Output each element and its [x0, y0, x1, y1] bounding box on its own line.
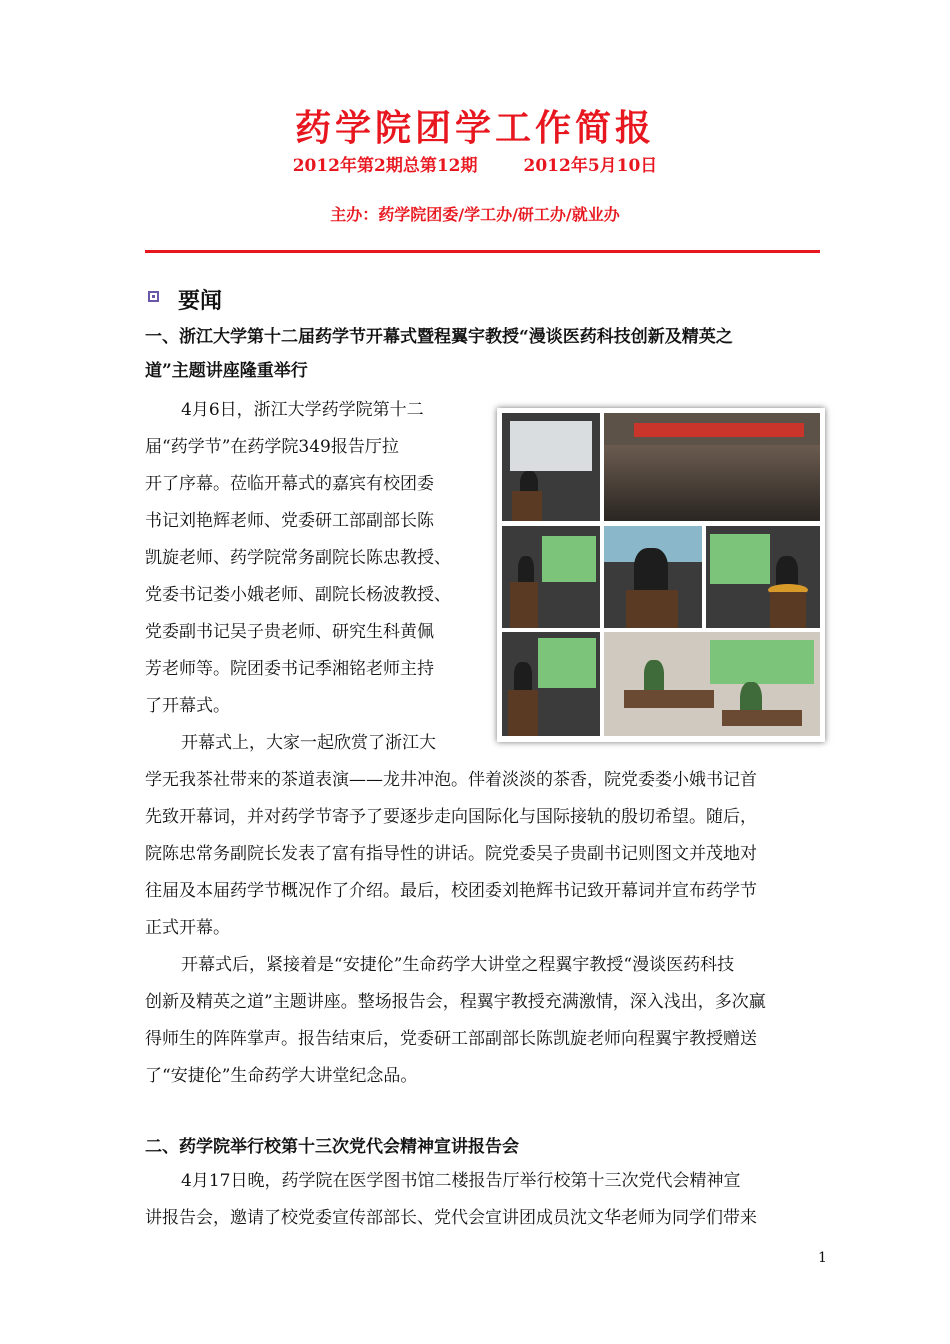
text-line: 开幕式后，紧接着是“安捷伦”生命药学大讲堂之程翼宇教授“漫谈医药科技: [181, 955, 735, 975]
event-photo-collage: [497, 408, 825, 742]
text-line: 先致开幕词，并对药学节寄予了要逐步走向国际化与国际接轨的殷切希望。随后，: [145, 807, 757, 827]
article1-heading-line: 一、浙江大学第十二届药学节开幕式暨程翼宇教授“漫谈医药科技创新及精英之: [145, 327, 733, 347]
text-line: 学无我茶社带来的茶道表演——龙井冲泡。伴着淡淡的茶香，院党委娄小娥书记首: [145, 770, 757, 790]
newsletter-title: 药学院团学工作简报: [294, 107, 655, 149]
photo-speaker-closeup: [604, 526, 702, 628]
photo-speaker-screen: [502, 526, 600, 628]
issue-line: [0, 151, 950, 176]
text-line: 届“药学节”在药学院349报告厅拉: [145, 437, 399, 457]
text-line: 4月6日，浙江大学药学院第十二: [181, 400, 424, 420]
issue-number: 2012年第2期总第12期: [292, 156, 478, 176]
section-title: 要闻: [178, 288, 223, 314]
text-line: 芳老师等。院团委书记季湘铭老师主持: [145, 659, 434, 679]
text-line: 讲报告会，邀请了校党委宣传部部长、党代会宣讲团成员沈文华老师为同学们带来: [145, 1208, 757, 1228]
article1-paragraph3: [145, 947, 828, 1095]
text-line: 党委书记娄小娥老师、副院长杨波教授、: [145, 585, 451, 605]
article2-heading: 二、药学院举行校第十三次党代会精神宣讲报告会: [145, 1137, 519, 1157]
text-line: 凯旋老师、药学院常务副院长陈忠教授、: [145, 548, 451, 568]
issue-date: 2012年5月10日: [523, 156, 658, 176]
text-line: 开幕式上，大家一起欣赏了浙江大: [181, 733, 436, 753]
photo-audience: [604, 413, 820, 521]
page-number: 1: [818, 1250, 827, 1266]
photo-tea-ceremony: [604, 632, 820, 736]
host-line: 主办：药学院团委/学工办/研工办/就业办: [330, 205, 620, 224]
text-line: 得师生的阵阵掌声。报告结束后，党委研工部副部长陈凯旋老师向程翼宇教授赠送: [145, 1029, 757, 1049]
text-line: 了开幕式。: [145, 696, 230, 716]
text-line: 4月17日晚，药学院在医学图书馆二楼报告厅举行校第十三次党代会精神宣: [181, 1171, 741, 1191]
photo-speaker-lectern: [502, 632, 600, 736]
text-line: 创新及精英之道”主题讲座。整场报告会，程翼宇教授充满激情，深入浅出，多次赢: [145, 992, 766, 1012]
article1-paragraph2: [145, 762, 828, 947]
article1-paragraph1: [145, 392, 480, 762]
text-line: 书记刘艳辉老师、党委研工部副部长陈: [145, 511, 434, 531]
text-line: 往届及本届药学节概况作了介绍。最后，校团委刘艳辉书记致开幕词并宣布药学节: [145, 881, 757, 901]
text-line: 了“安捷伦”生命药学大讲堂纪念品。: [145, 1066, 418, 1086]
text-line: 院陈忠常务副院长发表了富有指导性的讲话。院党委吴子贵副书记则图文并茂地对: [145, 844, 757, 864]
article1-heading-line: 道”主题讲座隆重举行: [145, 361, 308, 381]
section-bullet-icon: [148, 291, 159, 302]
photo-speaker-podium: [502, 413, 600, 521]
article2-paragraph1: [145, 1163, 828, 1237]
text-line: 党委副书记吴子贵老师、研究生科黄佩: [145, 622, 434, 642]
text-line: 开了序幕。莅临开幕式的嘉宾有校团委: [145, 474, 434, 494]
text-line: 正式开幕。: [145, 918, 230, 938]
photo-host-podium: [706, 526, 820, 628]
article1-heading: [145, 320, 825, 388]
header-divider: [145, 250, 820, 253]
